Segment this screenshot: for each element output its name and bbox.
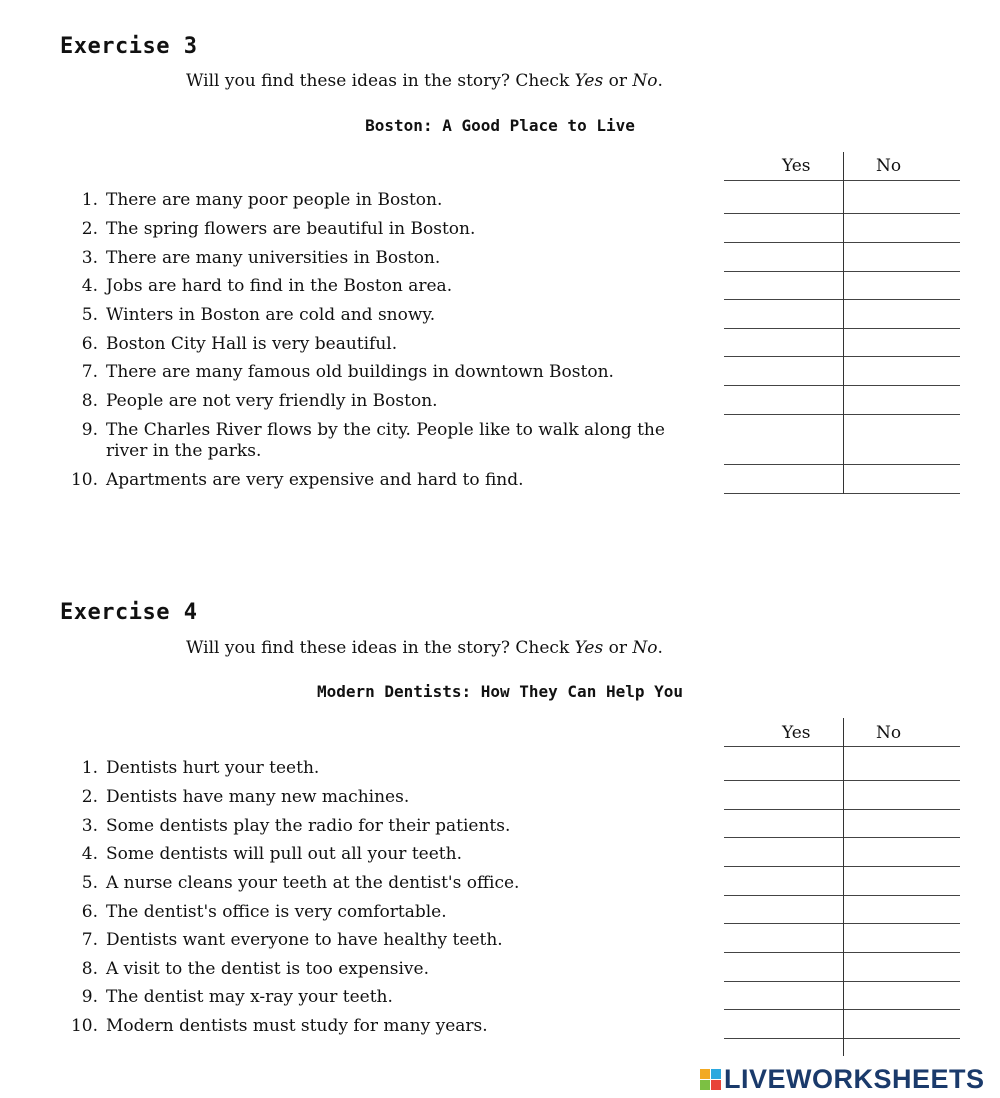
item-text: The spring flowers are beautiful in Boston. [106, 219, 476, 239]
yes-answer-line[interactable] [724, 780, 843, 781]
item-text: There are many universities in Boston. [106, 248, 441, 268]
list-item [60, 987, 710, 1008]
instruction-text: Will you find these ideas in the story? Check [186, 638, 575, 658]
item-number: 5. [81, 305, 98, 325]
item-text: Some dentists play the radio for their patients. [106, 816, 511, 836]
instruction-no: No [632, 638, 658, 658]
yes-answer-line[interactable] [724, 493, 843, 494]
item-number: 5. [81, 873, 98, 893]
list-item [60, 305, 710, 326]
item-number: 8. [81, 391, 98, 411]
exercise-3-story-title: Boston: A Good Place to Live [365, 116, 635, 135]
yes-answer-line[interactable] [724, 809, 843, 810]
item-text: Jobs are hard to find in the Boston area. [106, 276, 453, 296]
item-number: 6. [81, 334, 98, 354]
no-answer-line[interactable] [844, 1009, 960, 1010]
yes-answer-line[interactable] [724, 952, 843, 953]
yes-answer-line[interactable] [724, 385, 843, 386]
answer-column-divider [843, 152, 844, 494]
item-text: Modern dentists must study for many years. [106, 1016, 488, 1036]
item-text: Boston City Hall is very beautiful. [106, 334, 398, 354]
item-number: 3. [81, 248, 98, 268]
no-answer-line[interactable] [844, 923, 960, 924]
item-number: 10. [70, 470, 98, 490]
liveworksheets-logo-text: LIVEWORKSHEETS [724, 1064, 985, 1094]
logo-square [711, 1080, 721, 1090]
item-number: 7. [81, 930, 98, 950]
logo-square [700, 1069, 710, 1079]
item-number: 4. [81, 276, 98, 296]
no-answer-line[interactable] [844, 780, 960, 781]
no-answer-line[interactable] [844, 464, 960, 465]
list-item [60, 276, 710, 297]
list-item [60, 420, 710, 462]
no-answer-line[interactable] [844, 809, 960, 810]
yes-answer-line[interactable] [724, 895, 843, 896]
item-number: 1. [81, 190, 98, 210]
list-item [60, 844, 710, 865]
answer-column-divider [843, 718, 844, 1056]
item-text: Apartments are very expensive and hard to find. [106, 470, 524, 490]
yes-answer-line[interactable] [724, 837, 843, 838]
no-answer-line[interactable] [844, 895, 960, 896]
instruction-yes: Yes [574, 638, 604, 658]
yes-answer-line[interactable] [724, 356, 843, 357]
item-text: There are many poor people in Boston. [106, 190, 443, 210]
list-item [60, 930, 710, 951]
list-item [60, 873, 710, 894]
no-answer-line[interactable] [844, 242, 960, 243]
exercise-4-yes-header: Yes [782, 723, 811, 743]
item-text: The Charles River flows by the city. People like to walk along the river in the parks. [106, 420, 665, 461]
item-text: People are not very friendly in Boston. [106, 391, 438, 411]
list-item [60, 190, 710, 211]
liveworksheets-logo [700, 1064, 985, 1095]
exercise-4-instruction [186, 638, 663, 658]
item-number: 7. [81, 362, 98, 382]
list-item [60, 758, 710, 779]
item-number: 2. [81, 219, 98, 239]
yes-answer-line[interactable] [724, 464, 843, 465]
answer-header-rule [724, 180, 960, 181]
no-answer-line[interactable] [844, 328, 960, 329]
item-number: 9. [81, 420, 98, 440]
no-answer-line[interactable] [844, 493, 960, 494]
item-number: 3. [81, 816, 98, 836]
exercise-4-story-title: Modern Dentists: How They Can Help You [316, 682, 684, 701]
item-text: The dentist may x-ray your teeth. [106, 987, 393, 1007]
no-answer-line[interactable] [844, 213, 960, 214]
exercise-4-no-header: No [876, 723, 902, 743]
list-item [60, 334, 710, 355]
list-item [60, 902, 710, 923]
yes-answer-line[interactable] [724, 866, 843, 867]
yes-answer-line[interactable] [724, 299, 843, 300]
exercise-3-no-header: No [876, 156, 902, 176]
exercise-4-title: Exercise 4 [60, 600, 198, 625]
no-answer-line[interactable] [844, 271, 960, 272]
instruction-yes: Yes [574, 71, 604, 91]
item-text: A nurse cleans your teeth at the dentist's office. [106, 873, 520, 893]
item-text: Dentists want everyone to have healthy teeth. [106, 930, 503, 950]
item-number: 8. [81, 959, 98, 979]
exercise-3-title: Exercise 3 [60, 34, 198, 59]
instruction-no: No [632, 71, 658, 91]
item-number: 2. [81, 787, 98, 807]
list-item [60, 470, 710, 491]
yes-answer-line[interactable] [724, 242, 843, 243]
item-text: Some dentists will pull out all your teeth. [106, 844, 462, 864]
yes-answer-line[interactable] [724, 271, 843, 272]
yes-answer-line[interactable] [724, 213, 843, 214]
no-answer-line[interactable] [844, 981, 960, 982]
yes-answer-line[interactable] [724, 1038, 843, 1039]
no-answer-line[interactable] [844, 1038, 960, 1039]
no-answer-line[interactable] [844, 385, 960, 386]
instruction-or: or [603, 71, 633, 91]
item-text: The dentist's office is very comfortable. [106, 902, 447, 922]
no-answer-line[interactable] [844, 299, 960, 300]
yes-answer-line[interactable] [724, 414, 843, 415]
item-text: Dentists hurt your teeth. [106, 758, 320, 778]
no-answer-line[interactable] [844, 952, 960, 953]
yes-answer-line[interactable] [724, 981, 843, 982]
instruction-end: . [657, 638, 663, 658]
item-text: There are many famous old buildings in downtown Boston. [106, 362, 614, 382]
item-number: 1. [81, 758, 98, 778]
item-text: Dentists have many new machines. [106, 787, 410, 807]
item-text: A visit to the dentist is too expensive. [106, 959, 429, 979]
instruction-text: Will you find these ideas in the story? Check [186, 71, 575, 91]
list-item [60, 362, 710, 383]
exercise-3-yes-header: Yes [782, 156, 811, 176]
list-item [60, 1016, 710, 1037]
no-answer-line[interactable] [844, 866, 960, 867]
logo-square [711, 1069, 721, 1079]
list-item [60, 959, 710, 980]
liveworksheets-logo-icon [700, 1069, 721, 1090]
yes-answer-line[interactable] [724, 328, 843, 329]
item-text: Winters in Boston are cold and snowy. [106, 305, 436, 325]
list-item [60, 248, 710, 269]
no-answer-line[interactable] [844, 356, 960, 357]
list-item [60, 816, 710, 837]
no-answer-line[interactable] [844, 414, 960, 415]
yes-answer-line[interactable] [724, 1009, 843, 1010]
no-answer-line[interactable] [844, 837, 960, 838]
list-item [60, 787, 710, 808]
item-number: 10. [70, 1016, 98, 1036]
item-number: 6. [81, 902, 98, 922]
answer-header-rule [724, 746, 960, 747]
item-number: 4. [81, 844, 98, 864]
instruction-end: . [657, 71, 663, 91]
instruction-or: or [603, 638, 633, 658]
yes-answer-line[interactable] [724, 923, 843, 924]
list-item [60, 391, 710, 412]
item-number: 9. [81, 987, 98, 1007]
exercise-3-instruction [186, 71, 663, 91]
list-item [60, 219, 710, 240]
logo-square [700, 1080, 710, 1090]
